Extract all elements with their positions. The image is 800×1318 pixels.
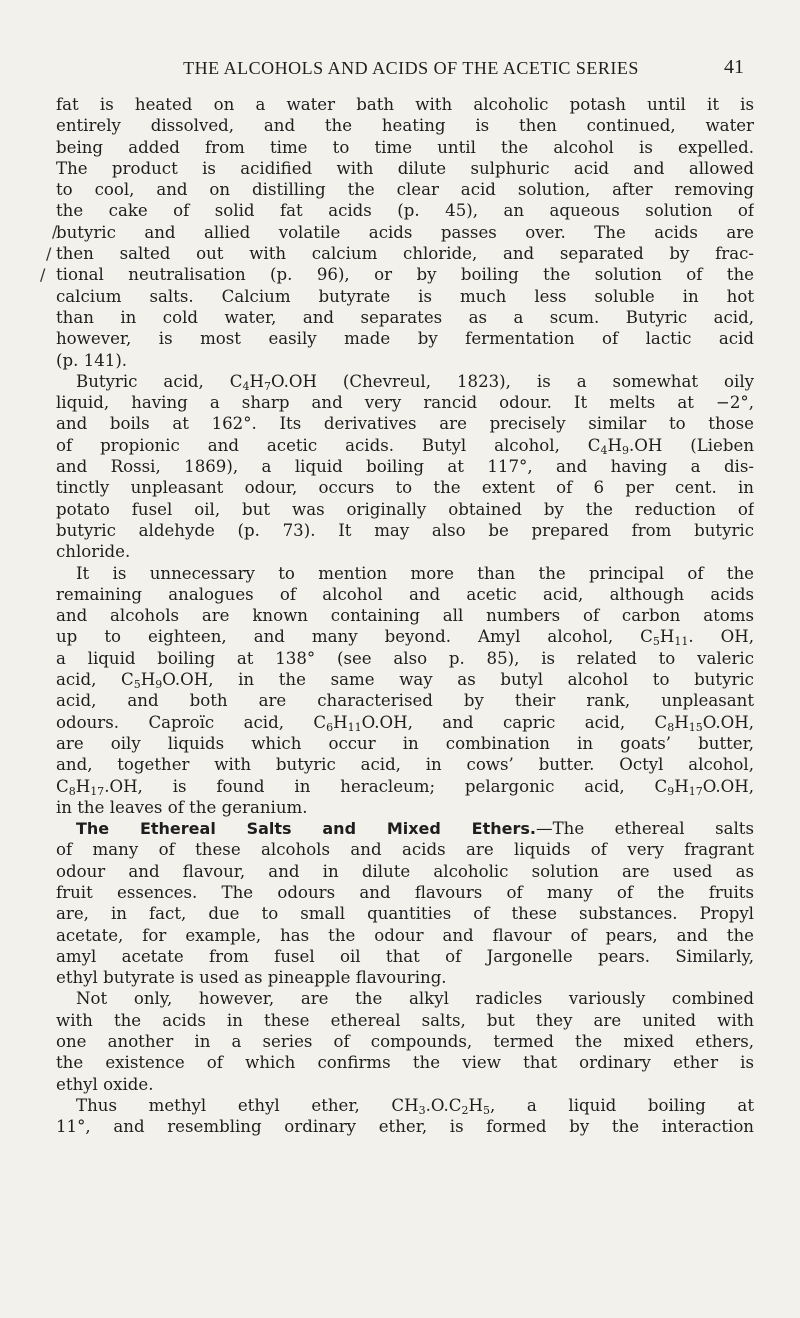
text-line: Butyric acid, $C_4H_7O.OH$ (Chevreul, 1823), is a somewhat oily [76, 371, 754, 393]
text-line: The product is acidified with dilute sulphuric acid and allowed [56, 158, 754, 178]
text-line: calcium salts. Calcium butyrate is much less soluble in hot [56, 286, 754, 306]
text-line: odours. Caproïc acid, $C_6H_{11}O.OH$, and capric acid, $C_8H_{15}O.OH$, [56, 712, 754, 733]
page-number: 41 [724, 56, 744, 78]
text-line: then salted out with calcium chloride, and separated by frac- [56, 244, 754, 264]
text-line: acetate, for example, has the odour and flavour of pears, and the [56, 925, 754, 945]
text-line: It is unnecessary to mention more than the principal of the [76, 563, 754, 583]
margin-pencil-mark: / [52, 222, 58, 241]
text-line: with the acids in these ethereal salts, but they are united with [56, 1010, 754, 1030]
text-line: in the leaves of the geranium. [56, 797, 308, 817]
text-line: a liquid boiling at 138° (see also p. 85), is related to valeric [56, 648, 754, 668]
text-line: however, is most easily made by fermentation of lactic acid [56, 329, 754, 349]
text-line: acid, and both are characterised by their rank, unpleasant [56, 691, 754, 711]
text-line: 11°, and resembling ordinary ether, is formed by the interaction [56, 1117, 754, 1137]
text-line: and, together with butyric acid, in cows’ butter. Octyl alcohol, [56, 755, 754, 775]
running-title: THE ALCOHOLS AND ACIDS OF THE ACETIC SERIES [183, 58, 639, 78]
section-heading: The Ethereal Salts and Mixed Ethers. [76, 819, 536, 839]
text-line: amyl acetate from fusel oil that of Jargonelle pears. Similarly, [56, 946, 754, 966]
text-line: ethyl oxide. [56, 1074, 154, 1094]
text-line: $C_8H_{17}.OH$, is found in heracleum; pelargonic acid, $C_9H_{17}O.OH$, [56, 776, 754, 797]
margin-pencil-mark: / [46, 244, 52, 263]
text-line: to cool, and on distilling the clear acid solution, after removing [56, 180, 754, 200]
text-line: butyric aldehyde (p. 73). It may also be prepared from butyric [56, 520, 754, 540]
text-line: of propionic and acetic acids. Butyl alcohol, $C_4H_9.OH$ (Lieben [56, 435, 754, 457]
text-line: tinctly unpleasant odour, occurs to the extent of 6 per cent. in [56, 478, 754, 498]
text-line: fruit essences. The odours and flavours of many of the fruits [56, 882, 754, 902]
text-line: acid, $C_5H_9O.OH$, in the same way as butyl alcohol to butyric [56, 670, 754, 691]
text-line: ethyl butyrate is used as pineapple flavouring. [56, 968, 447, 988]
text-line: (p. 141). [56, 350, 128, 370]
text-line: Thus methyl ethyl ether, $CH_3.O.C_2H_5$, a liquid boiling at [76, 1095, 754, 1117]
text-line: the cake of solid fat acids (p. 45), an aqueous solution of [56, 201, 754, 221]
text-line: fat is heated on a water bath with alcoholic potash until it is [56, 95, 754, 114]
text-line: potato fusel oil, but was originally obtained by the reduction of [56, 499, 754, 519]
text-line: and boils at 162°. Its derivatives are precisely similar to those [56, 414, 754, 434]
text-line: one another in a series of compounds, termed the mixed ethers, [56, 1032, 754, 1052]
text-line: odour and flavour, and in dilute alcoholic solution are used as [56, 861, 754, 881]
margin-pencil-mark: / [40, 265, 46, 284]
text-line: tional neutralisation (p. 96), or by boiling the solution of the [56, 265, 754, 285]
text-line: liquid, having a sharp and very rancid odour. It melts at −2°, [56, 393, 754, 413]
body-text [56, 94, 754, 1138]
text-line: Not only, however, are the alkyl radicles variously combined [76, 989, 754, 1009]
text-line: entirely dissolved, and the heating is then continued, water [56, 116, 754, 136]
section-heading-line: The Ethereal Salts and Mixed Ethers.—The ethereal salts [76, 819, 754, 839]
text-line: of many of these alcohols and acids are liquids of very fragrant [56, 840, 754, 860]
text-line: the existence of which confirms the view that ordinary ether is [56, 1053, 754, 1073]
text-line: and alcohols are known containing all numbers of carbon atoms [56, 606, 754, 626]
text-line: chloride. [56, 542, 131, 562]
text-line: and Rossi, 1869), a liquid boiling at 117°, and having a dis- [56, 457, 754, 477]
text-line: up to eighteen, and many beyond. Amyl alcohol, $C_5H_{11}$. OH, [56, 627, 754, 648]
text-line: than in cold water, and separates as a scum. Butyric acid, [56, 307, 754, 327]
text-line: remaining analogues of alcohol and acetic acid, although acids [56, 584, 754, 604]
text-line: butyric and allied volatile acids passes over. The acids are [56, 222, 754, 242]
text-line: are, in fact, due to small quantities of these substances. Propyl [56, 904, 754, 924]
text-line: are oily liquids which occur in combination in goats’ butter, [56, 733, 754, 753]
text-line: being added from time to time until the alcohol is expelled. [56, 137, 754, 157]
